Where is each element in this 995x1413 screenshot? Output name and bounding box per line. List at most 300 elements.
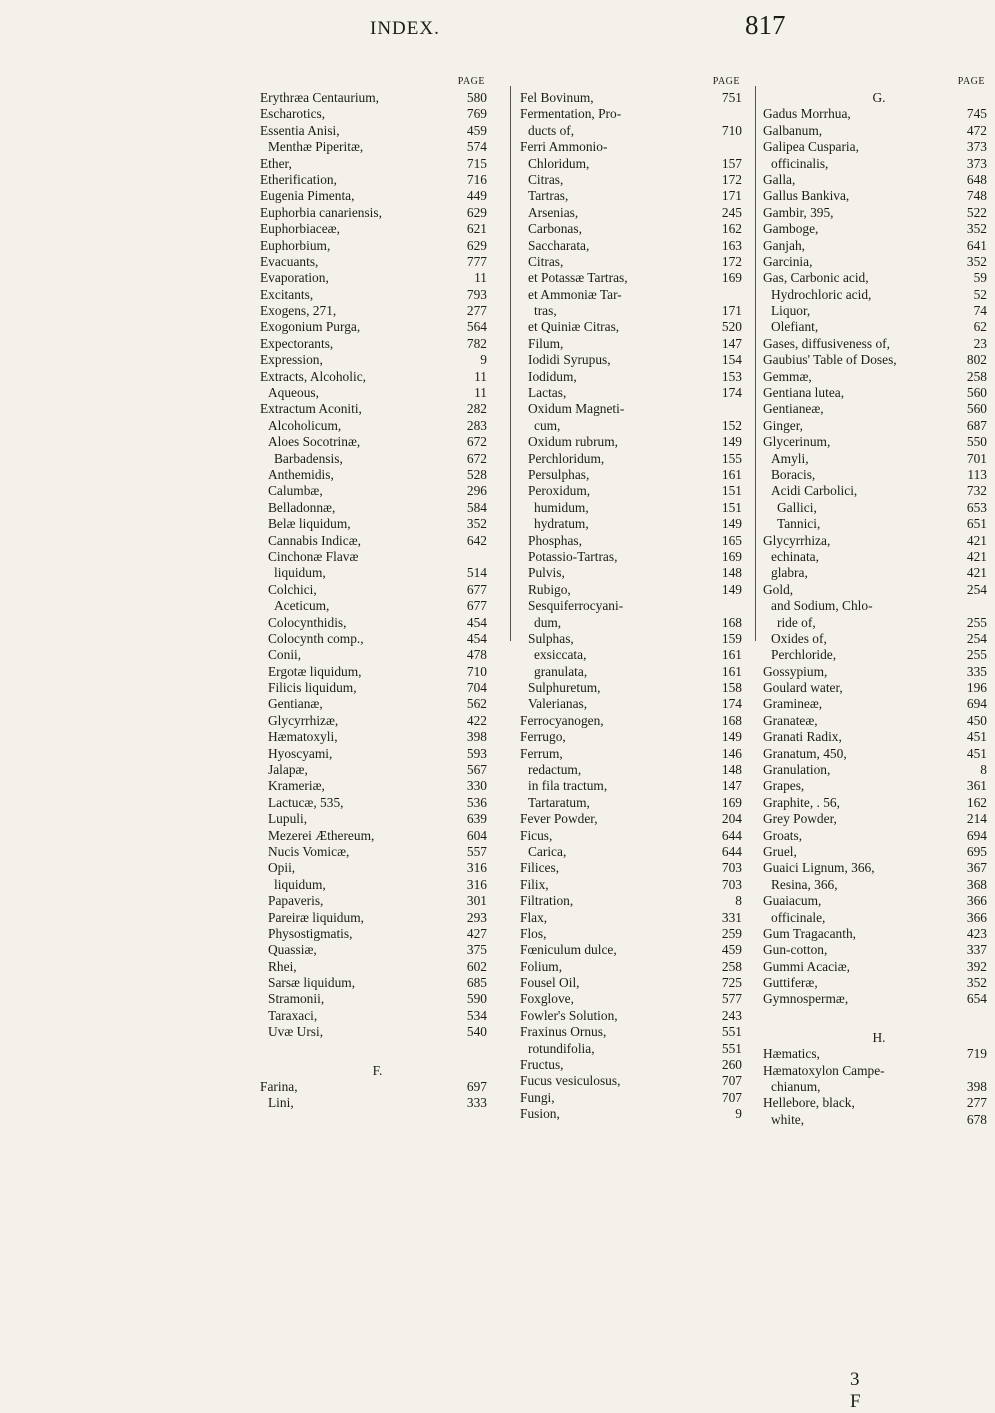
page-column-label: PAGE [712, 76, 740, 87]
index-entry [260, 598, 495, 614]
entry-term: Gemmæ, [763, 368, 812, 384]
index-entry [763, 664, 995, 680]
index-entry [763, 188, 995, 204]
entry-page-ref: 672 [466, 434, 487, 450]
entry-term: Oxides of, [771, 630, 827, 646]
entry-term: Glycyrrhizæ, [268, 712, 339, 728]
entry-term: Aloes Socotrinæ, [268, 434, 361, 450]
entry-term: in fila tractum, [528, 778, 608, 794]
entry-page-ref: 703 [721, 860, 742, 876]
index-entry [260, 696, 495, 712]
index-entry [763, 238, 995, 254]
entry-page-ref: 283 [466, 417, 487, 433]
index-entry [763, 647, 995, 663]
entry-term: Escharotics, [260, 106, 326, 122]
entry-term: Gaubius' Table of Doses, [763, 352, 897, 368]
entry-page-ref: 704 [466, 680, 487, 696]
entry-page-ref: 651 [966, 516, 987, 532]
entry-page-ref: 169 [721, 794, 742, 810]
entry-term: officinale, [771, 909, 826, 925]
index-entry [520, 401, 750, 417]
entry-term: Chloridum, [528, 155, 590, 171]
index-entry [763, 139, 995, 155]
entry-page-ref: 245 [721, 204, 742, 220]
index-entry [260, 123, 495, 139]
index-entry [520, 533, 750, 549]
index-entry [260, 336, 495, 352]
index-entry [260, 303, 495, 319]
entry-page-ref: 149 [721, 729, 742, 745]
index-entry [260, 254, 495, 270]
index-entry [520, 467, 750, 483]
entry-term: Carica, [528, 843, 567, 859]
index-entry [260, 1024, 495, 1040]
entry-page-ref: 560 [966, 385, 987, 401]
index-entry [260, 713, 495, 729]
entry-page-ref: 423 [966, 925, 987, 941]
entry-term: Physostigmatis, [268, 925, 353, 941]
entry-term: Pareiræ liquidum, [268, 909, 364, 925]
index-entry [520, 713, 750, 729]
entry-term: Granateæ, [763, 712, 818, 728]
entry-page-ref: 710 [466, 663, 487, 679]
entry-term: Essentia Anisi, [260, 122, 340, 138]
index-entry [520, 860, 750, 876]
entry-page-ref: 472 [966, 122, 987, 138]
entry-page-ref: 301 [466, 893, 487, 909]
entry-page-ref: 560 [966, 401, 987, 417]
entry-term: Granulation, [763, 762, 831, 778]
index-entry [520, 565, 750, 581]
entry-term: liquidum, [274, 565, 326, 581]
entry-term: Gymnospermæ, [763, 991, 849, 1007]
entry-term: Boracis, [771, 466, 816, 482]
index-entry [260, 467, 495, 483]
entry-term: Gentiana lutea, [763, 385, 845, 401]
entry-page-ref: 639 [466, 811, 487, 827]
index-entry [260, 828, 495, 844]
index-entry [763, 696, 995, 712]
entry-term: Grapes, [763, 778, 805, 794]
entry-term: rotundifolia, [528, 1040, 595, 1056]
index-entry [520, 631, 750, 647]
index-entry [520, 418, 750, 434]
entry-page-ref: 522 [966, 204, 987, 220]
index-entry [260, 319, 495, 335]
entry-term: Colocynthidis, [268, 614, 347, 630]
index-entry [520, 287, 750, 303]
entry-term: Galla, [763, 171, 796, 187]
entry-page-ref: 528 [466, 466, 487, 482]
entry-page-ref: 697 [466, 1079, 487, 1095]
entry-term: Potassio-Tartras, [528, 548, 618, 564]
index-entry [520, 205, 750, 221]
entry-page-ref: 277 [466, 303, 487, 319]
entry-page-ref: 562 [466, 696, 487, 712]
index-entry [520, 172, 750, 188]
index-entry [763, 106, 995, 122]
entry-term: Gum Tragacanth, [763, 925, 856, 941]
index-entry [520, 664, 750, 680]
index-entry [520, 811, 750, 827]
entry-page-ref: 147 [721, 335, 742, 351]
entry-page-ref: 169 [721, 548, 742, 564]
index-column-1 [260, 76, 495, 1112]
entry-term: Fermentation, Pro- [520, 106, 622, 122]
entry-page-ref: 174 [721, 385, 742, 401]
entry-term: Gadus Morrhua, [763, 106, 851, 122]
section-letter [763, 1030, 995, 1046]
entry-term: Citras, [528, 171, 564, 187]
entry-page-ref: 580 [466, 90, 487, 105]
index-entry [520, 516, 750, 532]
entry-page-ref: 564 [466, 319, 487, 335]
entry-term: Resina, 366, [771, 876, 838, 892]
index-entry [260, 664, 495, 680]
page-column-label: PAGE [457, 76, 485, 87]
entry-page-ref: 214 [966, 811, 987, 827]
index-entry [520, 991, 750, 1007]
entry-term: Farina, [260, 1079, 298, 1095]
entry-term: Lupuli, [268, 811, 308, 827]
entry-page-ref: 163 [721, 237, 742, 253]
entry-page-ref: 719 [966, 1046, 987, 1062]
entry-term: Flos, [520, 925, 547, 941]
entry-term: Fusion, [520, 1106, 560, 1122]
entry-term: chianum, [771, 1079, 821, 1095]
index-entry [260, 582, 495, 598]
index-entry [260, 139, 495, 155]
entry-page-ref: 653 [966, 499, 987, 515]
column-rule [755, 86, 756, 641]
entry-term: Eugenia Pimenta, [260, 188, 355, 204]
index-entry [763, 860, 995, 876]
index-entry [763, 205, 995, 221]
entry-term: Fousel Oil, [520, 975, 580, 991]
entry-term: Ether, [260, 155, 292, 171]
entry-term: Oxidum rubrum, [528, 434, 619, 450]
signature-mark: 3 F [850, 1369, 861, 1412]
index-entry [763, 991, 995, 1007]
entry-term: Aceticum, [274, 598, 330, 614]
entry-page-ref: 352 [466, 516, 487, 532]
entry-term: exsiccata, [534, 647, 587, 663]
entry-term: Anthemidis, [268, 466, 334, 482]
index-entry [763, 451, 995, 467]
entry-page-ref: 8 [980, 762, 987, 778]
entry-term: Expectorants, [260, 335, 334, 351]
entry-term: Galipea Cusparia, [763, 139, 859, 155]
entry-page-ref: 158 [721, 680, 742, 696]
entry-term: Pulvis, [528, 565, 565, 581]
section-letter [260, 1063, 495, 1079]
index-entry [260, 729, 495, 745]
index-entry [260, 893, 495, 909]
index-entry [260, 910, 495, 926]
index-entry [260, 811, 495, 827]
entry-page-ref: 694 [966, 827, 987, 843]
entry-page-ref: 161 [721, 663, 742, 679]
entry-page-ref: 259 [721, 925, 742, 941]
entry-term: Folium, [520, 958, 563, 974]
index-entry [520, 1106, 750, 1122]
entry-page-ref: 11 [474, 270, 487, 286]
index-entry [763, 336, 995, 352]
index-entry [520, 500, 750, 516]
entry-page-ref: 802 [966, 352, 987, 368]
entry-page-ref: 366 [966, 893, 987, 909]
entry-term: Granati Radix, [763, 729, 842, 745]
entry-term: Gambir, 395, [763, 204, 834, 220]
entry-page-ref: 451 [966, 745, 987, 761]
entry-term: Papaveris, [268, 893, 324, 909]
index-entry [520, 483, 750, 499]
index-entry [520, 303, 750, 319]
entry-term: Alcoholicum, [268, 417, 342, 433]
index-entry [260, 1079, 495, 1095]
entry-page-ref: 641 [966, 237, 987, 253]
entry-term: Opii, [268, 860, 296, 876]
entry-page-ref: 254 [966, 581, 987, 597]
index-entry [260, 238, 495, 254]
entry-term: Exogens, 271, [260, 303, 337, 319]
entry-term: Gas, Carbonic acid, [763, 270, 869, 286]
index-entry [260, 647, 495, 663]
entry-term: Gases, diffusiveness of, [763, 335, 890, 351]
entry-page-ref: 368 [966, 876, 987, 892]
entry-page-ref: 255 [966, 614, 987, 630]
entry-term: Euphorbiaceæ, [260, 221, 340, 237]
index-entry [520, 942, 750, 958]
entry-page-ref: 782 [466, 335, 487, 351]
entry-page-ref: 454 [466, 614, 487, 630]
entry-page-ref: 59 [973, 270, 987, 286]
entry-page-ref: 459 [466, 122, 487, 138]
index-entry [763, 467, 995, 483]
index-entry [520, 336, 750, 352]
entry-term: Liquor, [771, 303, 811, 319]
entry-term: Rubigo, [528, 581, 571, 597]
entry-page-ref: 282 [466, 401, 487, 417]
index-entry [520, 680, 750, 696]
index-entry [260, 959, 495, 975]
index-entry [520, 582, 750, 598]
index-entry [260, 287, 495, 303]
entry-term: Filices, [520, 860, 560, 876]
entry-term: Belæ liquidum, [268, 516, 351, 532]
entry-page-ref: 361 [966, 778, 987, 794]
entry-term: and Sodium, Chlo- [771, 598, 873, 614]
index-entry [260, 991, 495, 1007]
entry-term: Hellebore, black, [763, 1095, 855, 1111]
entry-page-ref: 375 [466, 942, 487, 958]
index-entry [520, 746, 750, 762]
index-entry [260, 352, 495, 368]
entry-page-ref: 678 [966, 1111, 987, 1127]
entry-term: Taraxaci, [268, 1007, 318, 1023]
entry-page-ref: 574 [466, 139, 487, 155]
entry-term: Goulard water, [763, 680, 843, 696]
index-entry [763, 1063, 995, 1079]
index-entry [260, 516, 495, 532]
index-entry [260, 975, 495, 991]
index-entry [763, 319, 995, 335]
entry-term: Guttiferæ, [763, 975, 818, 991]
index-entry [520, 762, 750, 778]
entry-term: Fel Bovinum, [520, 90, 594, 105]
index-entry [520, 1073, 750, 1089]
entry-page-ref: 255 [966, 647, 987, 663]
entry-term: Nucis Vomicæ, [268, 843, 350, 859]
entry-page-ref: 258 [966, 368, 987, 384]
entry-term: Euphorbium, [260, 237, 331, 253]
index-entry [260, 418, 495, 434]
index-entry [763, 828, 995, 844]
entry-term: Lini, [268, 1095, 294, 1111]
entry-page-ref: 703 [721, 876, 742, 892]
index-column-3 [763, 76, 995, 1128]
index-entry [260, 156, 495, 172]
entry-page-ref: 751 [721, 90, 742, 105]
index-entry [520, 1008, 750, 1024]
entry-term: et Ammoniæ Tar- [528, 286, 622, 302]
entry-term: Hæmatoxylon Campe- [763, 1062, 885, 1078]
entry-page-ref: 540 [466, 1024, 487, 1040]
entry-term: Cannabis Indicæ, [268, 532, 361, 548]
entry-term: Tartaratum, [528, 794, 590, 810]
entry-page-ref: 260 [721, 1057, 742, 1073]
entry-page-ref: 52 [973, 286, 987, 302]
index-entry [520, 926, 750, 942]
index-entry [520, 910, 750, 926]
entry-term: Krameriæ, [268, 778, 325, 794]
entry-term: Hyoscyami, [268, 745, 333, 761]
page-column-label: PAGE [957, 76, 985, 87]
entry-term: Arsenias, [528, 204, 579, 220]
entry-term: Sarsæ liquidum, [268, 975, 356, 991]
index-entry [260, 549, 495, 565]
entry-term: Conii, [268, 647, 302, 663]
entry-term: officinalis, [771, 155, 829, 171]
index-entry [260, 221, 495, 237]
index-entry [260, 615, 495, 631]
index-entry [763, 631, 995, 647]
entry-term: white, [771, 1111, 805, 1127]
index-entry [520, 352, 750, 368]
entry-page-ref: 147 [721, 778, 742, 794]
entry-term: Filum, [528, 335, 564, 351]
index-entry [763, 287, 995, 303]
entry-page-ref: 593 [466, 745, 487, 761]
entry-page-ref: 204 [721, 811, 742, 827]
entry-term: liquidum, [274, 876, 326, 892]
index-entry [763, 254, 995, 270]
index-entry [260, 942, 495, 958]
entry-term: et Potassæ Tartras, [528, 270, 628, 286]
entry-term: humidum, [534, 499, 589, 515]
section-letter-label: F. [372, 1062, 383, 1078]
entry-page-ref: 534 [466, 1007, 487, 1023]
entry-term: Sulphuretum, [528, 680, 601, 696]
index-entry [763, 680, 995, 696]
index-entry [763, 549, 995, 565]
entry-page-ref: 732 [966, 483, 987, 499]
index-entry [520, 696, 750, 712]
index-entry [260, 172, 495, 188]
index-entry [763, 910, 995, 926]
index-entry [763, 1112, 995, 1128]
entry-page-ref: 421 [966, 565, 987, 581]
entry-page-ref: 707 [721, 1073, 742, 1089]
index-entry [520, 1090, 750, 1106]
index-column-2 [520, 76, 750, 1123]
index-entry [763, 598, 995, 614]
entry-term: Gallici, [777, 499, 817, 515]
entry-page-ref: 168 [721, 614, 742, 630]
entry-page-ref: 149 [721, 434, 742, 450]
entry-term: Gallus Bankiva, [763, 188, 850, 204]
index-entry [763, 975, 995, 991]
entry-page-ref: 196 [966, 680, 987, 696]
entry-term: Exogonium Purga, [260, 319, 361, 335]
index-entry [763, 434, 995, 450]
entry-page-ref: 551 [721, 1024, 742, 1040]
entry-term: Hæmatics, [763, 1046, 820, 1062]
entry-term: Gossypium, [763, 663, 828, 679]
entry-term: Fœniculum dulce, [520, 942, 617, 958]
entry-term: Filtration, [520, 893, 574, 909]
index-entry [260, 877, 495, 893]
entry-page-ref: 171 [721, 303, 742, 319]
index-entry [520, 844, 750, 860]
entry-page-ref: 648 [966, 171, 987, 187]
entry-page-ref: 687 [966, 417, 987, 433]
index-entry [520, 1024, 750, 1040]
entry-page-ref: 694 [966, 696, 987, 712]
entry-term: Calumbæ, [268, 483, 323, 499]
entry-term: Expression, [260, 352, 323, 368]
entry-term: Valerianas, [528, 696, 588, 712]
entry-term: Hæmatoxyli, [268, 729, 338, 745]
entry-page-ref: 514 [466, 565, 487, 581]
index-entry [520, 221, 750, 237]
entry-page-ref: 352 [966, 221, 987, 237]
entry-page-ref: 157 [721, 155, 742, 171]
index-entry [763, 401, 995, 417]
entry-term: Uvæ Ursi, [268, 1024, 324, 1040]
entry-term: Graphite, . 56, [763, 794, 840, 810]
entry-term: Barbadensis, [274, 450, 343, 466]
entry-page-ref: 162 [966, 794, 987, 810]
entry-page-ref: 621 [466, 221, 487, 237]
index-entry [763, 942, 995, 958]
entry-term: Tartras, [528, 188, 569, 204]
entry-page-ref: 629 [466, 204, 487, 220]
index-entry [260, 746, 495, 762]
index-entry [763, 418, 995, 434]
index-entry [520, 893, 750, 909]
index-entry [260, 844, 495, 860]
entry-term: Fowler's Solution, [520, 1007, 618, 1023]
index-entry [763, 893, 995, 909]
entry-term: Iodidi Syrupus, [528, 352, 611, 368]
entry-page-ref: 11 [474, 368, 487, 384]
entry-term: Ferrocyanogen, [520, 712, 604, 728]
index-entry [260, 188, 495, 204]
entry-page-ref: 716 [466, 171, 487, 187]
entry-page-ref: 421 [966, 548, 987, 564]
entry-term: Fraxinus Ornus, [520, 1024, 607, 1040]
